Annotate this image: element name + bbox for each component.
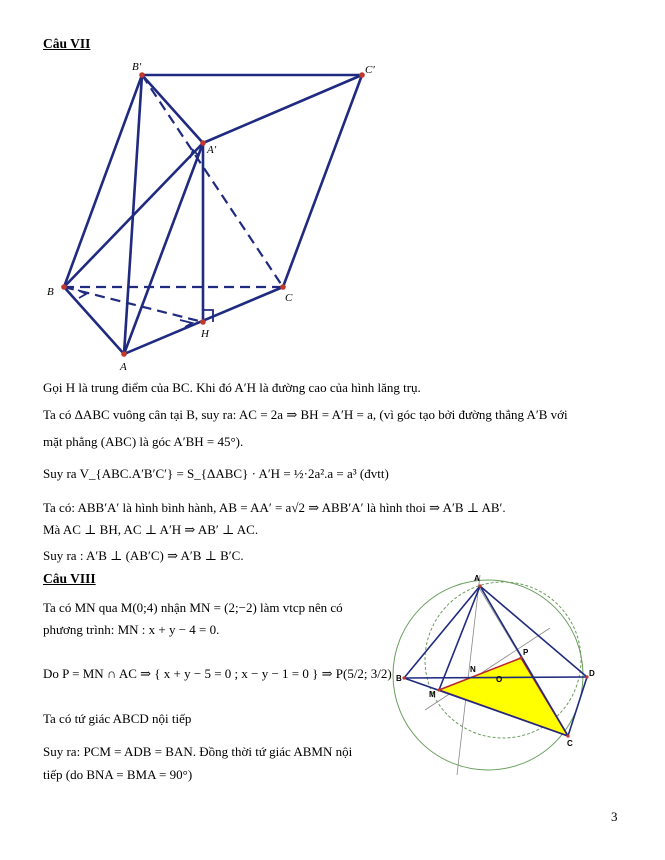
vii-line-1: Gọi H là trung điểm của BC. Khi đó A′H là đường cao của hình lăng trụ.: [43, 380, 421, 395]
label-m-viii: M: [429, 690, 436, 699]
viii-line-5: Suy ra: PCM = ADB = BAN. Đồng thời tứ giác ABMN nội: [43, 744, 353, 759]
vii-line-6: Mà AC ⊥ BH, AC ⊥ A′H ⇒ AB′ ⊥ AC.: [43, 522, 259, 537]
vii-line-2: Ta có ΔABC vuông cân tại B, suy ra: AC = 2a ⇒ BH = A′H = a, (vì góc tạo bởi đường thẳng A′B với: [43, 407, 568, 422]
label-b-prime: B′: [132, 61, 142, 73]
circle-figure: [390, 570, 630, 780]
edge-bprime-aprime: [142, 75, 203, 143]
label-b-viii: B: [396, 674, 402, 683]
edge-bprime-c-hidden: [142, 75, 283, 287]
edge-cprime-c: [283, 75, 362, 287]
label-o-viii: O: [496, 675, 503, 684]
vii-line-3: mặt phẳng (ABC) là góc A′BH = 45°).: [43, 434, 244, 449]
vii-line-5: Ta có: ABB′A′ là hình bình hành, AB = AA′ = a√2 ⇒ ABB′A′ là hình thoi ⇒ A′B ⊥ AB′.: [43, 500, 506, 515]
prism-figure: [0, 0, 665, 380]
viii-line-3: Do P = MN ∩ AC ⇒ { x + y − 5 = 0 ; x − y − 1 = 0 } ⇒ P(5/2; 3/2): [43, 666, 392, 681]
vii-line-7: Suy ra : A′B ⊥ (AB′C) ⇒ A′B ⊥ B′C.: [43, 548, 244, 563]
edge-cprime-aprime: [203, 75, 362, 143]
label-p-viii: P: [523, 648, 529, 657]
label-c: C: [285, 292, 293, 304]
label-d-viii: D: [589, 669, 595, 678]
heading-cau-viii: Câu VIII: [43, 571, 96, 586]
label-h: H: [201, 328, 209, 340]
label-a-viii: A: [474, 574, 480, 583]
quad-abcd: [404, 586, 587, 736]
edge-aprime-b: [64, 143, 203, 287]
viii-line-6: tiếp (do BNA = BMA = 90°): [43, 767, 193, 782]
label-c-viii: C: [567, 739, 573, 748]
label-c-prime: C′: [365, 64, 375, 76]
page-number: 3: [611, 809, 618, 824]
viii-line-2: phương trình: MN : x + y − 4 = 0.: [43, 622, 220, 637]
edge-b-a: [64, 287, 124, 354]
label-a: A: [120, 361, 127, 373]
label-n-viii: N: [470, 665, 476, 674]
edge-b-h-hidden: [64, 287, 203, 322]
viii-line-1: Ta có MN qua M(0;4) nhận MN = (2;−2) làm vtcp nên có: [43, 600, 343, 615]
heading-cau-vii: Câu VII: [43, 36, 91, 51]
vii-line-4: Suy ra V_{ABC.A′B′C′} = S_{ΔABC} · A′H = ½·2a².a = a³ (đvtt): [43, 466, 389, 481]
label-a-prime: A′: [207, 144, 217, 156]
viii-line-4: Ta có tứ giác ABCD nội tiếp: [43, 711, 192, 726]
label-b: B: [47, 286, 54, 298]
